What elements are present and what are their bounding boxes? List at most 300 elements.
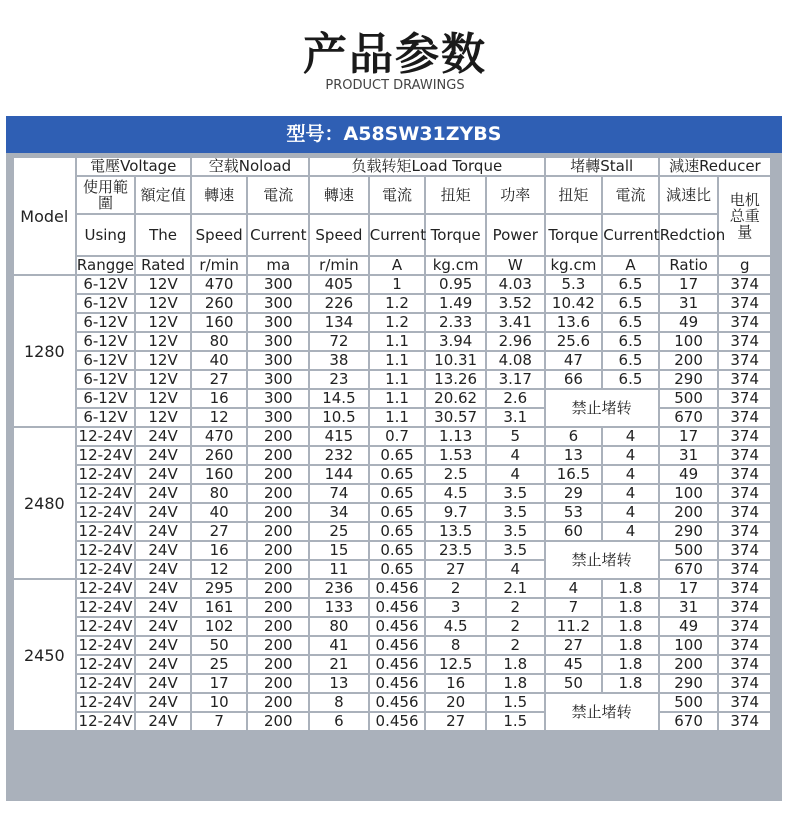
cell-range: 6-12V [76, 389, 136, 408]
cell-stall-torque: 66 [545, 370, 603, 389]
cell-ratio: 200 [659, 503, 719, 522]
cell-stall-torque: 27 [545, 636, 603, 655]
cell-load-speed: 23 [309, 370, 369, 389]
cell-ratio: 49 [659, 465, 719, 484]
stall-forbidden-cell: 禁止堵转 [545, 389, 659, 427]
col-rated-cn: 額定值 [135, 176, 191, 214]
cell-rated: 24V [135, 655, 191, 674]
cell-rated: 12V [135, 408, 191, 427]
cell-load-torque: 1.13 [425, 427, 486, 446]
table-row [13, 579, 771, 598]
cell-noload-current: 200 [247, 674, 309, 693]
cell-ratio: 100 [659, 332, 719, 351]
cell-weight: 374 [718, 579, 771, 598]
cell-stall-torque: 47 [545, 351, 603, 370]
cell-range: 6-12V [76, 294, 136, 313]
col-ratio-en: Redction [659, 214, 719, 256]
cell-noload-speed: 27 [191, 522, 248, 541]
col-range-cn: 使用範圍 [76, 176, 136, 214]
page-subtitle: PRODUCT DRAWINGS [325, 78, 465, 93]
table-row [13, 617, 771, 636]
cell-stall-torque: 53 [545, 503, 603, 522]
cell-range: 12-24V [76, 636, 136, 655]
cell-load-torque: 8 [425, 636, 486, 655]
stall-forbidden-cell: 禁止堵转 [545, 541, 659, 579]
cell-noload-speed: 12 [191, 560, 248, 579]
cell-ratio: 49 [659, 313, 719, 332]
cell-range: 12-24V [76, 484, 136, 503]
cell-noload-current: 200 [247, 484, 309, 503]
cell-load-torque: 13.26 [425, 370, 486, 389]
col-load-torque-en: Torque [425, 214, 486, 256]
cell-load-speed: 405 [309, 275, 369, 294]
cell-noload-current: 300 [247, 294, 309, 313]
cell-weight: 374 [718, 693, 771, 712]
cell-ratio: 290 [659, 370, 719, 389]
cell-noload-current: 200 [247, 693, 309, 712]
cell-noload-current: 300 [247, 408, 309, 427]
unit-ratio: Ratio [659, 256, 719, 275]
table-row [13, 636, 771, 655]
cell-load-power: 3.5 [486, 503, 545, 522]
cell-noload-speed: 160 [191, 313, 248, 332]
cell-ratio: 500 [659, 389, 719, 408]
cell-load-power: 3.52 [486, 294, 545, 313]
cell-stall-current: 4 [602, 465, 659, 484]
cell-stall-current: 1.8 [602, 598, 659, 617]
group-stall: 堵轉Stall [545, 157, 659, 176]
col-noload-current-en: Current [247, 214, 309, 256]
cell-load-current: 1 [369, 275, 426, 294]
cell-range: 6-12V [76, 370, 136, 389]
cell-stall-torque: 29 [545, 484, 603, 503]
cell-load-torque: 20.62 [425, 389, 486, 408]
cell-rated: 24V [135, 712, 191, 731]
cell-noload-speed: 16 [191, 541, 248, 560]
cell-rated: 24V [135, 674, 191, 693]
cell-range: 12-24V [76, 465, 136, 484]
cell-load-torque: 4.5 [425, 617, 486, 636]
cell-noload-current: 300 [247, 389, 309, 408]
cell-ratio: 670 [659, 712, 719, 731]
model-banner: 型号：A58SW31ZYBS [6, 116, 782, 153]
cell-load-power: 3.1 [486, 408, 545, 427]
cell-load-current: 0.456 [369, 655, 426, 674]
table-row [13, 465, 771, 484]
cell-rated: 24V [135, 617, 191, 636]
unit-noload-current: ma [247, 256, 309, 275]
cell-range: 12-24V [76, 503, 136, 522]
cell-load-torque: 23.5 [425, 541, 486, 560]
col-ratio-cn: 減速比 [659, 176, 719, 214]
cell-ratio: 31 [659, 294, 719, 313]
cell-weight: 374 [718, 408, 771, 427]
cell-load-current: 0.65 [369, 541, 426, 560]
col-load-current-cn: 電流 [369, 176, 426, 214]
header-row-en [13, 214, 771, 256]
cell-load-current: 1.1 [369, 370, 426, 389]
model-cell: 2450 [13, 579, 76, 731]
cell-weight: 374 [718, 636, 771, 655]
col-load-speed-en: Speed [309, 214, 369, 256]
cell-load-current: 0.456 [369, 693, 426, 712]
cell-range: 12-24V [76, 693, 136, 712]
cell-stall-current: 6.5 [602, 370, 659, 389]
cell-weight: 374 [718, 275, 771, 294]
group-load-torque: 负载转矩Load Torque [309, 157, 544, 176]
cell-rated: 24V [135, 522, 191, 541]
cell-stall-torque: 50 [545, 674, 603, 693]
spec-table-body [13, 157, 771, 731]
cell-load-torque: 10.31 [425, 351, 486, 370]
cell-load-torque: 3 [425, 598, 486, 617]
cell-stall-current: 4 [602, 427, 659, 446]
cell-load-current: 0.65 [369, 522, 426, 541]
cell-noload-speed: 260 [191, 446, 248, 465]
unit-stall-current: A [602, 256, 659, 275]
unit-stall-torque: kg.cm [545, 256, 603, 275]
cell-load-power: 2 [486, 617, 545, 636]
cell-weight: 374 [718, 313, 771, 332]
cell-load-power: 1.5 [486, 693, 545, 712]
cell-rated: 24V [135, 446, 191, 465]
cell-load-current: 0.65 [369, 484, 426, 503]
header-row-groups [13, 157, 771, 176]
cell-load-power: 1.5 [486, 712, 545, 731]
table-row [13, 674, 771, 693]
cell-stall-current: 1.8 [602, 579, 659, 598]
col-stall-torque-cn: 扭矩 [545, 176, 603, 214]
cell-rated: 24V [135, 636, 191, 655]
cell-noload-current: 200 [247, 655, 309, 674]
cell-load-torque: 1.49 [425, 294, 486, 313]
table-row [13, 275, 771, 294]
table-row [13, 351, 771, 370]
cell-load-power: 4.08 [486, 351, 545, 370]
cell-noload-speed: 470 [191, 275, 248, 294]
unit-noload-speed: r/min [191, 256, 248, 275]
cell-noload-speed: 27 [191, 370, 248, 389]
cell-stall-current: 1.8 [602, 655, 659, 674]
cell-rated: 24V [135, 541, 191, 560]
cell-ratio: 49 [659, 617, 719, 636]
cell-range: 6-12V [76, 332, 136, 351]
cell-noload-current: 300 [247, 370, 309, 389]
cell-stall-torque: 45 [545, 655, 603, 674]
header-row-cn [13, 176, 771, 214]
cell-load-torque: 3.94 [425, 332, 486, 351]
cell-noload-current: 200 [247, 427, 309, 446]
col-noload-current-cn: 電流 [247, 176, 309, 214]
cell-noload-speed: 40 [191, 351, 248, 370]
cell-load-current: 1.2 [369, 294, 426, 313]
cell-range: 12-24V [76, 674, 136, 693]
cell-load-torque: 4.5 [425, 484, 486, 503]
cell-weight: 374 [718, 598, 771, 617]
cell-load-speed: 15 [309, 541, 369, 560]
cell-ratio: 100 [659, 484, 719, 503]
cell-noload-speed: 25 [191, 655, 248, 674]
cell-stall-current: 1.8 [602, 674, 659, 693]
cell-noload-current: 200 [247, 712, 309, 731]
cell-noload-current: 200 [247, 503, 309, 522]
cell-load-current: 0.456 [369, 636, 426, 655]
cell-stall-torque: 16.5 [545, 465, 603, 484]
cell-load-torque: 0.95 [425, 275, 486, 294]
cell-ratio: 500 [659, 541, 719, 560]
cell-rated: 12V [135, 370, 191, 389]
cell-rated: 12V [135, 332, 191, 351]
cell-rated: 24V [135, 693, 191, 712]
cell-load-speed: 134 [309, 313, 369, 332]
header-row-units [13, 256, 771, 275]
cell-noload-current: 200 [247, 636, 309, 655]
cell-stall-current: 4 [602, 503, 659, 522]
cell-load-current: 0.65 [369, 446, 426, 465]
cell-rated: 24V [135, 465, 191, 484]
table-row [13, 598, 771, 617]
cell-ratio: 200 [659, 655, 719, 674]
table-row [13, 522, 771, 541]
cell-noload-current: 200 [247, 617, 309, 636]
cell-load-speed: 34 [309, 503, 369, 522]
cell-load-current: 1.1 [369, 408, 426, 427]
cell-load-current: 0.456 [369, 674, 426, 693]
cell-noload-speed: 161 [191, 598, 248, 617]
col-noload-speed-en: Speed [191, 214, 248, 256]
cell-ratio: 17 [659, 275, 719, 294]
cell-noload-speed: 16 [191, 389, 248, 408]
model-header: Model [13, 157, 76, 275]
cell-noload-speed: 10 [191, 693, 248, 712]
cell-noload-current: 200 [247, 598, 309, 617]
cell-ratio: 100 [659, 636, 719, 655]
model-cell: 1280 [13, 275, 76, 427]
group-reducer: 減速Reducer [659, 157, 771, 176]
col-noload-speed-cn: 轉速 [191, 176, 248, 214]
stall-forbidden-cell: 禁止堵转 [545, 693, 659, 731]
cell-load-speed: 38 [309, 351, 369, 370]
col-stall-current-en: Current [602, 214, 659, 256]
cell-load-power: 4 [486, 465, 545, 484]
cell-weight: 374 [718, 541, 771, 560]
cell-range: 6-12V [76, 313, 136, 332]
cell-load-speed: 21 [309, 655, 369, 674]
col-load-power-en: Power [486, 214, 545, 256]
table-row [13, 693, 771, 712]
cell-load-speed: 11 [309, 560, 369, 579]
unit-load-torque: kg.cm [425, 256, 486, 275]
cell-noload-current: 200 [247, 446, 309, 465]
cell-noload-speed: 260 [191, 294, 248, 313]
cell-noload-speed: 470 [191, 427, 248, 446]
cell-stall-current: 6.5 [602, 332, 659, 351]
cell-load-speed: 133 [309, 598, 369, 617]
cell-noload-speed: 17 [191, 674, 248, 693]
cell-stall-current: 4 [602, 522, 659, 541]
cell-ratio: 31 [659, 446, 719, 465]
cell-load-current: 0.456 [369, 617, 426, 636]
cell-load-power: 2.6 [486, 389, 545, 408]
col-stall-torque-en: Torque [545, 214, 603, 256]
cell-load-speed: 226 [309, 294, 369, 313]
unit-weight: g [718, 256, 771, 275]
cell-load-torque: 2.33 [425, 313, 486, 332]
cell-load-current: 0.456 [369, 712, 426, 731]
cell-noload-current: 200 [247, 541, 309, 560]
cell-noload-current: 200 [247, 560, 309, 579]
cell-stall-torque: 10.42 [545, 294, 603, 313]
cell-load-power: 3.5 [486, 484, 545, 503]
cell-noload-current: 200 [247, 465, 309, 484]
cell-load-power: 3.5 [486, 541, 545, 560]
cell-load-power: 2.1 [486, 579, 545, 598]
table-row [13, 484, 771, 503]
cell-stall-current: 6.5 [602, 275, 659, 294]
cell-stall-torque: 13.6 [545, 313, 603, 332]
col-load-power-cn: 功率 [486, 176, 545, 214]
group-voltage: 電壓Voltage [76, 157, 191, 176]
cell-load-speed: 232 [309, 446, 369, 465]
table-row [13, 541, 771, 560]
cell-load-torque: 1.53 [425, 446, 486, 465]
cell-range: 12-24V [76, 427, 136, 446]
cell-ratio: 670 [659, 560, 719, 579]
cell-rated: 24V [135, 579, 191, 598]
cell-stall-current: 1.8 [602, 617, 659, 636]
cell-rated: 12V [135, 275, 191, 294]
cell-weight: 374 [718, 484, 771, 503]
col-load-torque-cn: 扭矩 [425, 176, 486, 214]
cell-load-speed: 415 [309, 427, 369, 446]
cell-stall-current: 1.8 [602, 636, 659, 655]
cell-stall-torque: 6 [545, 427, 603, 446]
cell-weight: 374 [718, 332, 771, 351]
cell-weight: 374 [718, 522, 771, 541]
cell-stall-current: 6.5 [602, 351, 659, 370]
cell-noload-current: 300 [247, 275, 309, 294]
cell-stall-torque: 5.3 [545, 275, 603, 294]
table-row [13, 370, 771, 389]
cell-noload-speed: 295 [191, 579, 248, 598]
cell-weight: 374 [718, 389, 771, 408]
cell-load-power: 4 [486, 560, 545, 579]
cell-load-current: 0.65 [369, 465, 426, 484]
table-row [13, 332, 771, 351]
cell-rated: 24V [135, 503, 191, 522]
cell-rated: 12V [135, 351, 191, 370]
cell-range: 12-24V [76, 560, 136, 579]
cell-load-current: 1.1 [369, 332, 426, 351]
cell-load-speed: 8 [309, 693, 369, 712]
cell-ratio: 17 [659, 579, 719, 598]
cell-range: 12-24V [76, 617, 136, 636]
spec-table [12, 156, 772, 732]
cell-ratio: 290 [659, 522, 719, 541]
cell-load-power: 2 [486, 598, 545, 617]
cell-load-torque: 9.7 [425, 503, 486, 522]
cell-load-power: 1.8 [486, 674, 545, 693]
cell-load-torque: 16 [425, 674, 486, 693]
cell-ratio: 200 [659, 351, 719, 370]
cell-load-torque: 2.5 [425, 465, 486, 484]
cell-load-current: 1.1 [369, 351, 426, 370]
cell-noload-current: 300 [247, 313, 309, 332]
cell-rated: 12V [135, 389, 191, 408]
col-stall-current-cn: 電流 [602, 176, 659, 214]
cell-rated: 12V [135, 294, 191, 313]
cell-weight: 374 [718, 465, 771, 484]
unit-load-power: W [486, 256, 545, 275]
cell-stall-torque: 4 [545, 579, 603, 598]
cell-ratio: 500 [659, 693, 719, 712]
cell-load-current: 0.65 [369, 560, 426, 579]
cell-load-torque: 20 [425, 693, 486, 712]
cell-load-power: 4 [486, 446, 545, 465]
col-range-en: Using [76, 214, 136, 256]
cell-stall-current: 6.5 [602, 294, 659, 313]
cell-noload-current: 300 [247, 351, 309, 370]
cell-load-torque: 13.5 [425, 522, 486, 541]
cell-stall-current: 4 [602, 484, 659, 503]
cell-weight: 374 [718, 370, 771, 389]
cell-load-torque: 12.5 [425, 655, 486, 674]
cell-ratio: 17 [659, 427, 719, 446]
cell-noload-speed: 102 [191, 617, 248, 636]
cell-stall-torque: 13 [545, 446, 603, 465]
table-row [13, 655, 771, 674]
cell-load-speed: 74 [309, 484, 369, 503]
cell-load-torque: 27 [425, 560, 486, 579]
cell-noload-current: 200 [247, 579, 309, 598]
unit-range: Rangge [76, 256, 134, 274]
cell-stall-current: 4 [602, 446, 659, 465]
cell-load-current: 1.2 [369, 313, 426, 332]
cell-load-current: 0.456 [369, 579, 426, 598]
model-cell: 2480 [13, 427, 76, 579]
cell-stall-torque: 11.2 [545, 617, 603, 636]
cell-range: 6-12V [76, 351, 136, 370]
cell-noload-speed: 7 [191, 712, 248, 731]
cell-load-speed: 14.5 [309, 389, 369, 408]
cell-load-current: 0.7 [369, 427, 426, 446]
cell-load-current: 1.1 [369, 389, 426, 408]
table-row [13, 313, 771, 332]
cell-load-speed: 10.5 [309, 408, 369, 427]
cell-load-power: 2 [486, 636, 545, 655]
cell-range: 12-24V [76, 598, 136, 617]
cell-noload-speed: 40 [191, 503, 248, 522]
page-title: 产品参数 [303, 29, 487, 80]
cell-weight: 374 [718, 712, 771, 731]
cell-stall-torque: 7 [545, 598, 603, 617]
table-row [13, 389, 771, 408]
col-weight-cn: 电机总重量 [718, 176, 771, 256]
group-noload: 空载Noload [191, 157, 309, 176]
cell-range: 12-24V [76, 655, 136, 674]
cell-stall-torque: 60 [545, 522, 603, 541]
col-load-speed-cn: 轉速 [309, 176, 369, 214]
cell-range: 6-12V [76, 275, 136, 294]
cell-load-power: 2.96 [486, 332, 545, 351]
cell-load-speed: 144 [309, 465, 369, 484]
cell-weight: 374 [718, 294, 771, 313]
cell-load-speed: 13 [309, 674, 369, 693]
cell-ratio: 670 [659, 408, 719, 427]
cell-range: 12-24V [76, 712, 136, 731]
cell-weight: 374 [718, 674, 771, 693]
cell-load-speed: 80 [309, 617, 369, 636]
